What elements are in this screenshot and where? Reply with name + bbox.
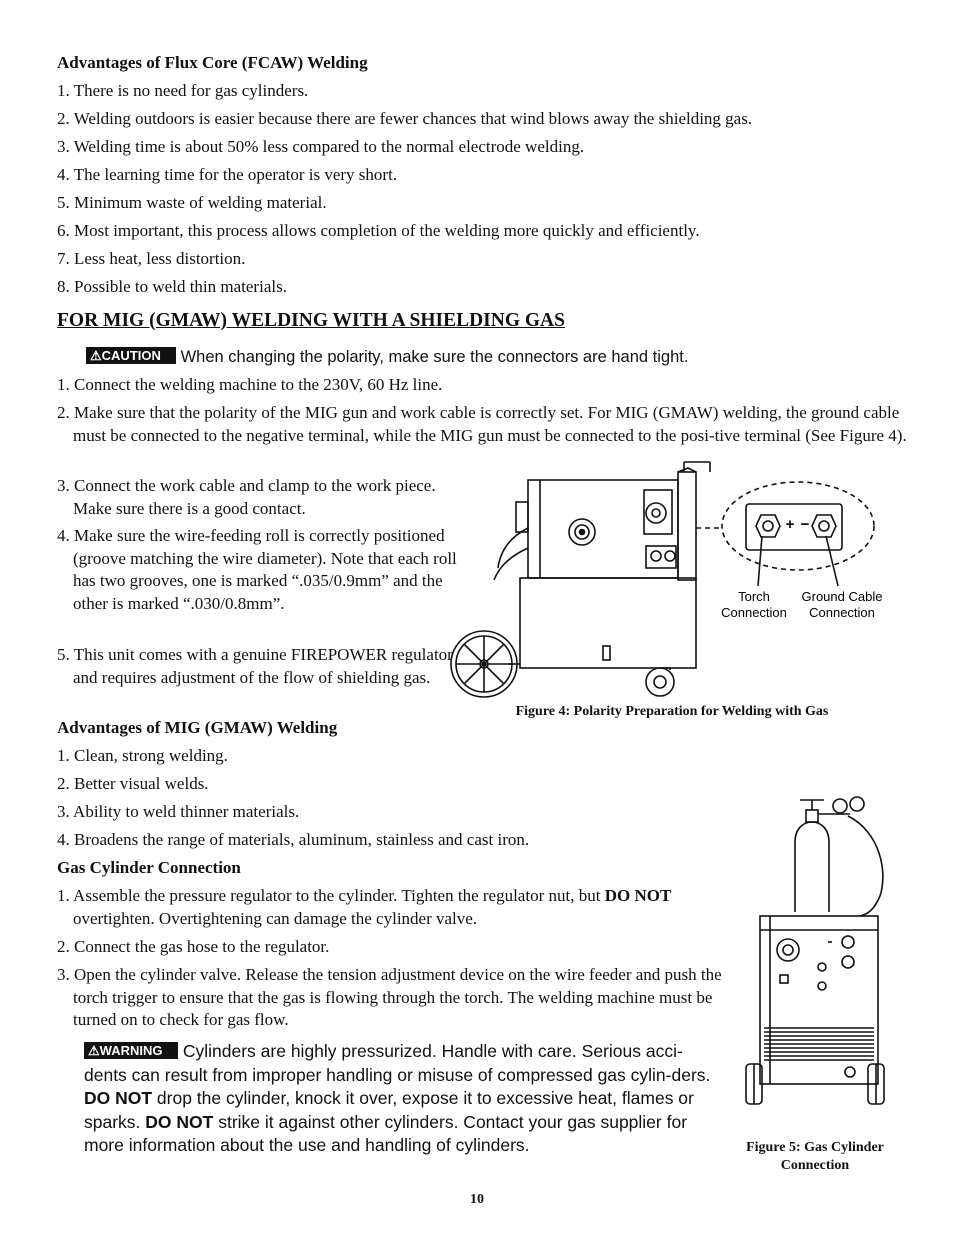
- cabinet-upper: [528, 480, 678, 578]
- ground-label-1: Ground Cable: [801, 589, 883, 604]
- polarity-minus: −: [800, 516, 810, 533]
- list-item: 1. Assemble the pressure regulator to the cylinder. Tighten the regulator nut, but DO NOT overtighten. Overtightening can damage the cylinder valve.: [57, 886, 672, 928]
- figure-5-caption-1: Figure 5: Gas Cylinder: [746, 1140, 884, 1155]
- list-item: 3. Connect the work cable and clamp to the work piece. Make sure there is a good contact.: [57, 476, 436, 518]
- figure-5-caption-2: Connection: [780, 1158, 850, 1173]
- list-item: 6. Most important, this process allows completion of the welding more quickly and efficiently.: [57, 221, 700, 240]
- list-item: 7. Less heat, less distortion.: [57, 249, 246, 268]
- list-item: 4. Broadens the range of materials, aluminum, stainless and cast iron.: [57, 830, 530, 849]
- list-item: 5. Minimum waste of welding material.: [57, 193, 327, 212]
- caution-badge: ⚠CAUTION: [86, 347, 176, 364]
- list-item: 1. Clean, strong welding.: [57, 746, 228, 765]
- figure-4-illustration: [448, 458, 888, 703]
- list-item: 1. Connect the welding machine to the 230V, 60 Hz line.: [57, 375, 443, 394]
- mig-adv-heading: Advantages of MIG (GMAW) Welding: [57, 718, 338, 737]
- list-item: 8. Possible to weld thin materials.: [57, 277, 287, 296]
- section-title: FOR MIG (GMAW) WELDING WITH A SHIELDING GAS: [57, 310, 565, 331]
- figure-5-illustration: [740, 792, 890, 1137]
- caution-notice: [86, 347, 688, 367]
- list-item: 4. Make sure the wire-feeding roll is correctly positioned (groove matching the wire diameter). Note that each roll has two grooves, one is marked “.035/0.9mm” and the other is marked “.030/0.8mm”.: [57, 526, 457, 613]
- list-item: 4. The learning time for the operator is very short.: [57, 165, 398, 184]
- list-item: 2. Make sure that the polarity of the MIG gun and work cable is correctly set. For MIG (GMAW) welding, the ground cable must be connected to the negative terminal, while the MIG gun must be connected to the posi-tive terminal (See Figure 4).: [57, 403, 907, 445]
- list-item: 2. Connect the gas hose to the regulator.: [57, 937, 330, 956]
- gas-heading: Gas Cylinder Connection: [57, 858, 241, 877]
- list-item: 3. Ability to weld thinner materials.: [57, 802, 300, 821]
- torch-label-1: Torch: [738, 589, 770, 604]
- list-item: 2. Welding outdoors is easier because there are fewer chances that wind blows away the shielding gas.: [57, 109, 753, 128]
- page-number: 10: [470, 1192, 484, 1207]
- torch-label-2: Connection: [721, 605, 787, 620]
- list-item: 3. Welding time is about 50% less compared to the normal electrode welding.: [57, 137, 585, 156]
- ground-label-2: Connection: [809, 605, 875, 620]
- cabinet-lower: [520, 578, 696, 668]
- warning-badge: ⚠WARNING: [84, 1042, 178, 1059]
- list-item: 3. Open the cylinder valve. Release the tension adjustment device on the wire feeder and push the torch trigger to ensure that the gas is flowing through the torch. The welding machine must be turned on to check for gas flow.: [57, 965, 722, 1029]
- polarity-plus: +: [785, 516, 795, 533]
- list-item: 1. There is no need for gas cylinders.: [57, 81, 309, 100]
- list-item: 5. This unit comes with a genuine FIREPOWER regulator and requires adjustment of the flow of shielding gas.: [57, 645, 453, 687]
- fcaw-heading: Advantages of Flux Core (FCAW) Welding: [57, 53, 368, 72]
- caution-text: When changing the polarity, make sure the connectors are hand tight.: [180, 348, 689, 366]
- figure-4-caption: Figure 4: Polarity Preparation for Welding with Gas: [515, 704, 829, 719]
- warning-notice: ⚠WARNING Cylinders are highly pressurized. Handle with care. Serious acci-dents can result from improper handling or misuse of compressed gas cylin-ders. DO NOT drop the cylinder, knock it over, expose it to excessive heat, flames or sparks. DO NOT strike it against other cylinders. Contact your gas supplier for more information about the use and handling of cylinders.: [84, 1041, 711, 1155]
- list-item: 2. Better visual welds.: [57, 774, 209, 793]
